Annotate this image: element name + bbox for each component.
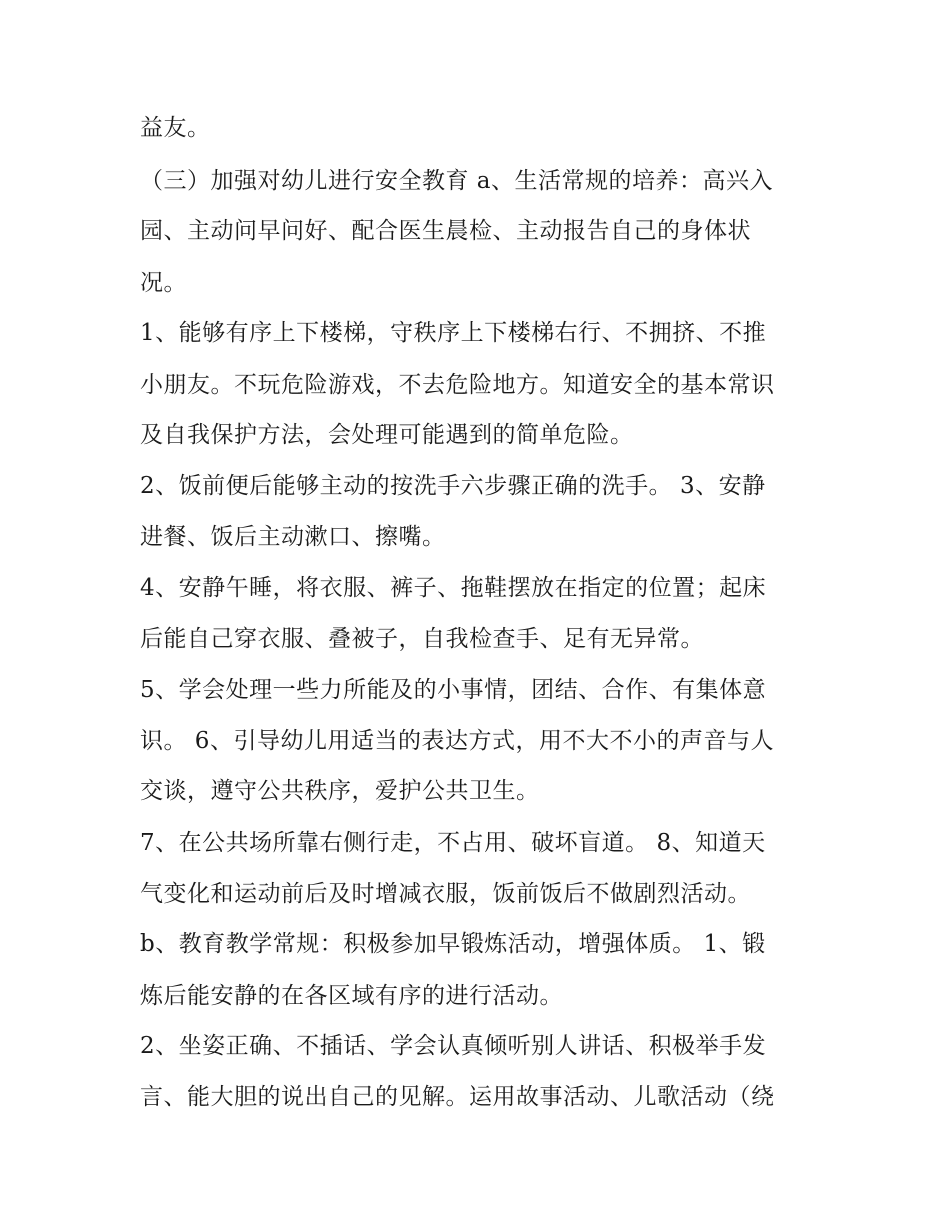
text-line-13: 识。 6、引导幼儿用适当的表达方式，用不大不小的声音与人 — [140, 728, 774, 754]
text-line-6: 小朋友。不玩危险游戏，不去危险地方。知道安全的基本常识 — [140, 372, 775, 398]
text-line-4: 况。 — [140, 270, 187, 296]
text-line-11: 后能自己穿衣服、叠被子，自我检查手、足有无异常。 — [140, 626, 704, 652]
text-line-16: 气变化和运动前后及时增减衣服，饭前饭后不做剧烈活动。 — [140, 881, 751, 907]
text-line-15: 7、在公共场所靠右侧行走，不占用、破坏盲道。 8、知道天 — [140, 830, 766, 856]
text-line-10: 4、安静午睡，将衣服、裤子、拖鞋摆放在指定的位置；起床 — [140, 575, 767, 601]
text-line-1: 益友。 — [140, 115, 211, 141]
text-line-9: 进餐、饭后主动漱口、擦嘴。 — [140, 524, 446, 550]
text-line-20: 言、能大胆的说出自己的见解。运用故事活动、儿歌活动（绕 — [140, 1084, 775, 1110]
text-line-7: 及自我保护方法，会处理可能遇到的简单危险。 — [140, 422, 634, 448]
text-line-14: 交谈，遵守公共秩序，爱护公共卫生。 — [140, 778, 540, 804]
text-line-19: 2、坐姿正确、不插话、学会认真倾听别人讲话、积极举手发 — [140, 1033, 767, 1059]
text-line-8: 2、饭前便后能够主动的按洗手六步骤正确的洗手。 3、安静 — [140, 473, 766, 499]
text-line-17: b、教育教学常规：积极参加早锻炼活动，增强体质。 1、锻 — [140, 931, 766, 957]
text-line-5: 1、能够有序上下楼梯，守秩序上下楼梯右行、不拥挤、不推 — [140, 320, 767, 346]
text-line-18: 炼后能安静的在各区域有序的进行活动。 — [140, 983, 563, 1009]
text-line-2: （三）加强对幼儿进行安全教育 a、生活常规的培养：高兴入 — [140, 168, 774, 194]
text-line-3: 园、主动问早问好、配合医生晨检、主动报告自己的身体状 — [140, 218, 751, 244]
text-line-12: 5、学会处理一些力所能及的小事情，团结、合作、有集体意 — [140, 677, 767, 703]
